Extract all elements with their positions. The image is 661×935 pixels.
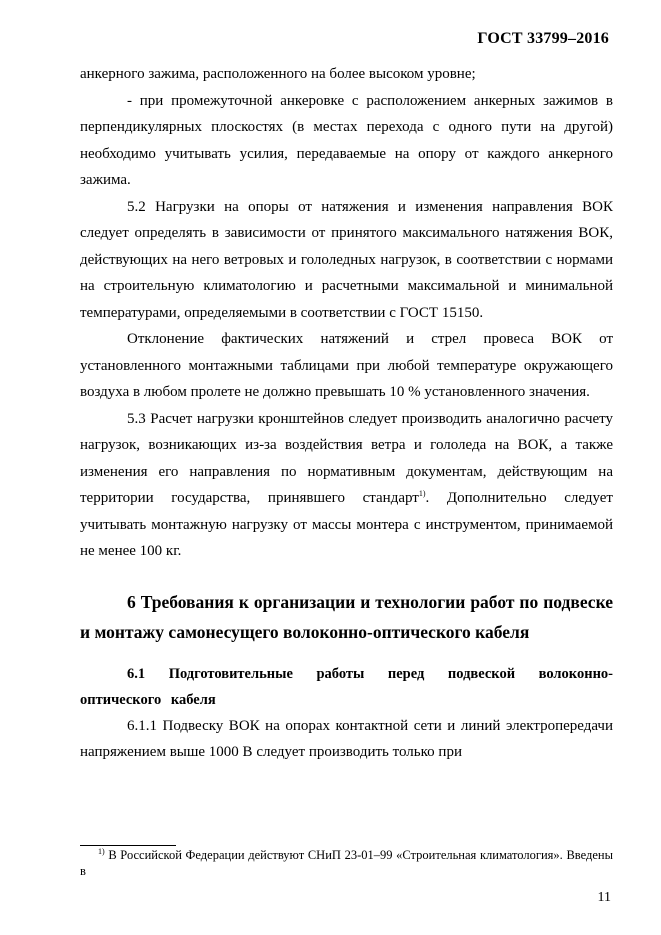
standard-header: ГОСТ 33799–2016: [477, 30, 609, 47]
paragraph-anchoring-item: - при промежуточной анкеровке с расположением анкерных зажимов в перпендикулярных плоскостях (в местах перехода с одного пути на другой) необходимо учитывать усилия, передаваемые на опору от каждого анкерного зажима.: [80, 92, 613, 188]
paragraph-5-3-text: 5.3 Расчет нагрузки кронштейнов следует производить аналогично расчету нагрузок, возникающих из-за воздействия ветра и гололеда на ВОК, а также изменения его направления по нормативным документам, действующим на территории государства, принявшего стандарт: [80, 410, 613, 506]
page-body: [80, 61, 613, 766]
footnote: [80, 847, 613, 879]
paragraph-deviation: Отклонение фактических натяжений и стрел провеса ВОК от установленного монтажными таблицами при любой температуре окружающего воздуха в любом пролете не должно превышать 10 % установленного значения.: [80, 331, 613, 400]
section-6-1-heading: 6.1 Подготовительные работы перед подвеской волоконно-оптического кабеля: [80, 665, 613, 708]
footnote-reference[interactable]: 1): [418, 489, 426, 498]
footnote-separator: [80, 845, 176, 846]
section-6-heading: 6 Требования к организации и технологии работ по подвеске и монтажу самонесущего волоконно-оптического кабеля: [80, 591, 613, 642]
footnote-text: В Российской Федерации действуют СНиП 23-01–99 «Строительная климатология». Введены в: [80, 848, 613, 878]
paragraph-6-1-1: 6.1.1 Подвеску ВОК на опорах контактной сети и линий электропередачи напряжением выше 1000 В следует производить только при: [80, 717, 613, 760]
paragraph-5-3-text-end: . Дополнительно следует учитывать монтажную нагрузку от массы монтера с инструментом, принимаемой не менее 100 кг.: [80, 490, 613, 559]
paragraph-continuation: анкерного зажима, расположенного на более высоком уровне;: [80, 66, 476, 82]
paragraph-5-3: [80, 406, 613, 565]
paragraph-5-2: 5.2 Нагрузки на опоры от натяжения и изменения направления ВОК следует определять в зависимости от принятого максимального натяжения ВОК, действующих на него ветровых и гололедных нагрузок, в соответствии с нормами на строительную климатологию и расчетными максимальной и минимальной температурами, определяемыми в соответствии с ГОСТ 15150.: [80, 198, 613, 321]
page-number: 11: [597, 890, 611, 905]
footnote-mark: 1): [98, 846, 105, 856]
